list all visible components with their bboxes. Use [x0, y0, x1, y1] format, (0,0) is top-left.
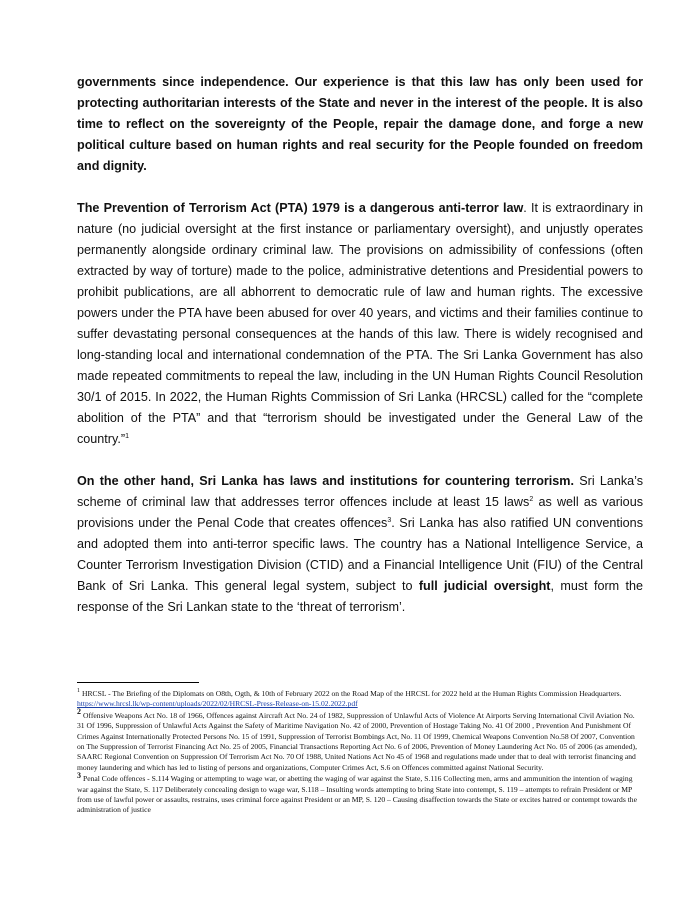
footnote-1-mark: 1 [77, 688, 80, 695]
footnote-2 [77, 707, 643, 773]
footnote-1-link[interactable]: https://www.hrcsl.lk/wp-content/uploads/2022/02/HRCSL-Press-Release-on-15.02.2022.pdf [77, 699, 358, 709]
paragraph-laws-body-c: . Sri Lanka has also ratified UN conventions and adopted them into anti-terror specific laws. The country has a National Intelligence Service, a Counter Terrorism Investigation Division (CTID) and a Financial Intelligence Unit (FIU) of the Central Bank of Sri Lanka. This general legal system, subject to [77, 516, 643, 593]
paragraph-laws-body-b: as well as various provisions under the Penal Code that creates offences [77, 495, 643, 530]
paragraph-pta-heading: The Prevention of Terrorism Act (PTA) 1979 is a dangerous anti-terror law [77, 201, 524, 215]
footnote-2-text: Offensive Weapons Act No. 18 of 1966, Offences against Aircraft Act No. 24 of 1982, Suppression of Unlawful Acts of Violence At Airports Serving International Civil Aviation No. 31 Of 1996, Suppression of Unlawful Acts Against the Safety of Maritime Navigation No. 42 of 2000, Prevention of Hostage Taking No. 41 Of 2000 , Prevention And Punishment Of Crimes Against Internationally Protected Persons No. 15 of 1991, Suppression of Terrorist Bombings Act, No. 11 Of 1999, Chemical Weapons Convention No.58 Of 2007, Convention on The Suppression of Terrorist Financing Act No. 25 of 2005, Financial Transactions Reporting Act No. 6 of 2006, Prevention of Money Laundering Act No. 05 of 2006 (as amended), SAARC Regional Convention on Suppression Of Terrorism Act No. 70 Of 1988, United Nations Act No 45 of 1968 and regulations made under that to deal with terrorist financing and money laundering and which has led to listing of persons and organizations, Computer Crimes Act, S.6 on Offences committed against National Security. [77, 710, 637, 772]
paragraph-laws-body-a: Sri Lanka’s scheme of criminal law that addresses terror offences include at least 15 laws [77, 474, 643, 509]
footnotes-section [77, 689, 643, 816]
footnote-ref-2[interactable]: 2 [529, 495, 534, 503]
paragraph-intro: governments since independence. Our experience is that this law has only been used for protecting authoritarian interests of the State and never in the interest of the people. It is also time to reflect on the sovereignty of the People, repair the damage done, and forge a new political culture based on human rights and real security for the People founded on freedom and dignity. [77, 75, 643, 173]
footnote-3-mark: 3 [77, 770, 81, 780]
footnote-1-text: HRCSL - The Briefing of the Diplomats on O8th, Ogth, & 10th of February 2022 on the Road Map of the HRCSL for 2022 held at the Human Rights Commission Headquarters. [82, 689, 622, 698]
paragraph-pta-body: . It is extraordinary in nature (no judicial oversight at the first instance or parliamentary oversight), and unjustly operates permanently alongside ordinary criminal law. The provisions on admissibility of confessions (often extracted by way of torture) made to the police, administrative detentions and Presidential powers to prohibit publications, are all abhorrent to democratic rule of law and human rights. The excessive powers under the PTA have been abused for over 40 years, and victims and their families continue to suffer devastating personal consequences at the hands of this law. There is widely recognised and long-standing local and international condemnation of the PTA. The Sri Lanka Government has also made repeated commitments to repeal the law, including in the UN Human Rights Council Resolution 30/1 of 2015. In 2022, the Human Rights Commission of Sri Lanka (HRCSL) called for the “complete abolition of the PTA” and that “terrorism should be investigated under the General Law of the country.” [77, 201, 643, 446]
paragraph-laws-body-d: , must form the response of the Sri Lankan state to the ‘threat of terrorism’. [77, 579, 643, 614]
footnote-ref-1[interactable]: 1 [125, 432, 129, 440]
footnote-3-text: Penal Code offences - S.114 Waging or attempting to wage war, or abetting the waging of war against the State, S.116 Collecting men, arms and ammunition the intention of waging war against the State, S. 117 Deliberately concealing design to wage war, S.118 – Insulting words attempting to bring State into contempt, S. 119 – attempts to refrain President or MP from use of lawful power or assaults, restrains, uses criminal force against President or an MP, S. 120 – Causing disaffection towards the State or excites hatred or contempt towards the administration of justice [77, 774, 637, 815]
paragraph-laws-heading: On the other hand, Sri Lanka has laws and institutions for countering terrorism. [77, 474, 575, 488]
footnote-1 [77, 689, 643, 710]
footnote-3 [77, 770, 643, 816]
paragraph-laws [77, 471, 643, 618]
footnote-2-mark: 2 [77, 707, 81, 717]
footnote-ref-3[interactable]: 3 [387, 516, 392, 524]
paragraph-laws-emphasis: full judicial oversight [418, 579, 551, 593]
paragraph-pta [77, 198, 643, 450]
footnote-divider [77, 682, 199, 683]
